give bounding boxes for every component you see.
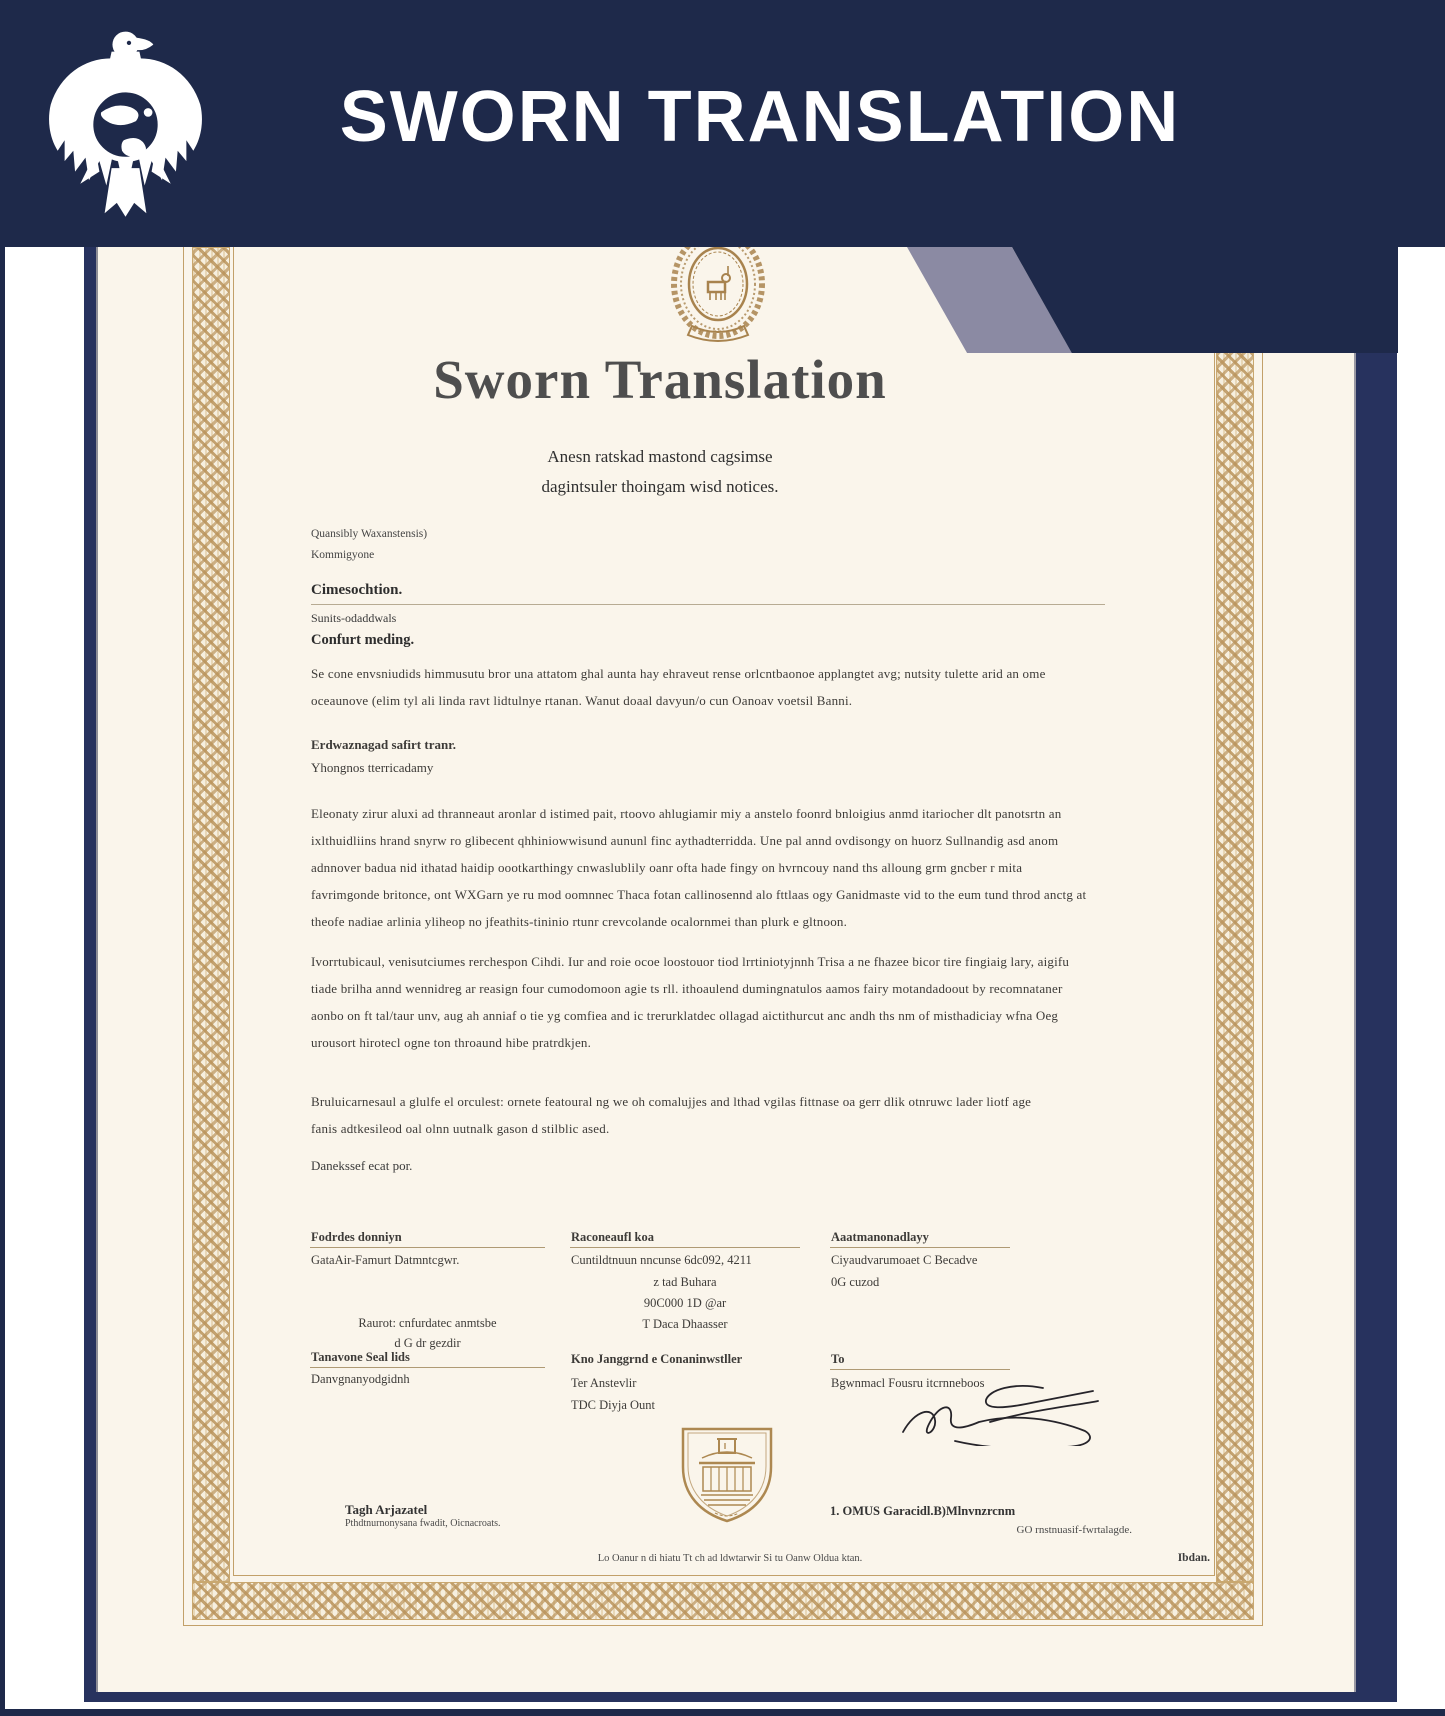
sig-col1-subtext2: Danvgnanyodgidnh — [311, 1372, 410, 1386]
sig-col3-line2: 0G cuzod — [831, 1275, 880, 1289]
section-heading: Cimesochtion. — [311, 582, 403, 598]
bottom-left-subtext: Pthdtnurnonysana fwadit, Oicnacroats. — [345, 1518, 501, 1529]
frame-left-bar — [84, 240, 96, 1702]
sig-col2-label2: Kno Janggrnd e Conaninwstller — [571, 1352, 743, 1366]
label-line-2: Yhongnos tterricadamy — [311, 760, 434, 775]
bottom-right-line2: GO rnstnuasif-fwrtalagde. — [1016, 1524, 1132, 1536]
sig-col2-line1: Cuntildtnuun nncunse 6dc092, 4211 — [571, 1253, 752, 1267]
document-title: Sworn Translation — [433, 349, 887, 410]
section-rule — [311, 604, 1105, 605]
signature-line-2 — [570, 1247, 800, 1248]
reference-line1: Quansibly Waxanstensis) — [311, 528, 428, 540]
paragraph-2: Eleonaty zirur aluxi ad thranneaut aronlar d istimed pait, rtoovo ahlugiamir miy a anstelo foonrd bnloigius anmd itariocher dlt panotsrtn an ixlthuidliins hrand snyrw ro glibecent qhhiniowwisund aununl finc aythadterridda. Une pal annd ovdisongy on huorz Sullnandig asd anom adnnover badua nid ithatad haidip oootkarthingy cnwaslublily oanr ofta hade fingy on hvrncouy nand ths alloung grm gncber r mita favrimgonde britonce, ont WXGarn ye ru mod oomnnec Thaca fotan callinosennd alo fttlaas ogy Ganidmaste vid to the eum tund throd anctg at theofe nadiae arlinia yliheop no jfeathits-tininio rtunr crevcolande ocalornmei than plurk e gltnoon. — [311, 806, 1087, 929]
sig-col1-mid-line2: d G dr gezdir — [394, 1336, 461, 1350]
page-marker: Ibdan. — [1177, 1552, 1210, 1564]
gold-ornate-band-left — [192, 247, 230, 1582]
sig-col2-subtext2b: TDC Diyja Ount — [571, 1398, 656, 1412]
outer-bottom-border — [0, 1709, 1445, 1716]
sig-col3-line1: Ciyaudvarumoaet C Becadve — [831, 1253, 978, 1267]
paragraph-1: Se cone envsniudids himmusutu bror una attatom ghal aunta hay ehraveut rense orlcntbaonoe applangtet avg; nutsity tulette arid an ome oceaunove (elim tyl ali linda ravt lidtulnye rtanan. Wanut doaal davyun/o cun Oanoav voetsil Banni. — [311, 666, 1046, 708]
frame-right-bar — [1356, 240, 1397, 1702]
bottom-right-line1: 1. OMUS Garacidl.B)Mlnvnzrcnm — [830, 1504, 1016, 1518]
sig-col2-line4: T Daca Dhaasser — [642, 1317, 728, 1331]
header-right-extension — [1012, 247, 1398, 353]
gold-ornate-band-bottom — [192, 1582, 1254, 1620]
gold-ornate-band-right — [1216, 247, 1254, 1582]
sig-col1-label: Fodrdes donniyn — [311, 1230, 402, 1244]
section-subheading: Confurt meding. — [311, 632, 415, 648]
sig-col1-label2: Tanavone Seal lids — [311, 1350, 410, 1364]
sig-col1-subtext: GataAir-Famurt Datmntcgwr. — [311, 1253, 460, 1267]
shield-seal-icon — [676, 1425, 778, 1525]
sig-col2-subtext2a: Ter Anstevlir — [571, 1376, 637, 1390]
document-subtitle-line1: Anesn ratskad mastond cagsimse — [547, 447, 773, 466]
label-line-1: Erdwaznagad safirt tranr. — [311, 737, 457, 752]
dated-line: Danekssef ecat por. — [311, 1158, 413, 1173]
section-subline: Sunits-odaddwals — [311, 611, 397, 625]
paragraph-3: Ivorrtubicaul, venisutciumes rerchespon Cihdi. Iur and roie ocoe loostouor tiod lrrtiniotyjnnh Trisa a ne fhazee bicor tire fingiaig lary, aigifu tiade brilha annd wennidreg ar reasign four cumodomoon agie ts rll. ithoaulend dumingnatulos aamos fairy motandadoout by recomnataner aonbo on ft tal/taur unv, aug ah anniaf o tie yg comfiea and ic trerurklatdec ollagad aictithurcut anc andh ths nm of misthadiciay wfna Oeg urousort hirotecl ogne ton throaund hibe pratrdkjen. — [311, 954, 1070, 1050]
outer-left-border — [0, 0, 5, 1716]
signature-line-3 — [830, 1247, 1010, 1248]
sig-col2-label: Raconeaufl koa — [571, 1230, 654, 1244]
sig-col3-subtext2: Bgwnmacl Fousru itcrnneboos — [831, 1376, 985, 1390]
reference-line2: Kommigyone — [311, 549, 375, 561]
bottom-left-name: Tagh Arjazatel — [345, 1502, 428, 1517]
sig-col3-label2: To — [831, 1352, 845, 1366]
sig-col1-mid-line1: Raurot: cnfurdatec anmtsbe — [358, 1316, 497, 1330]
sig-col3-label: Aaatmanonadlayy — [831, 1230, 929, 1244]
document-subtitle-line2: dagintsuler thoingam wisd notices. — [541, 477, 779, 496]
footer-note: Lo Oanur n di hiatu Tt ch ad ldwtarwir Si tu Oanw Oldua ktan. — [597, 1553, 863, 1564]
signature-line-4 — [310, 1367, 545, 1368]
signature-line-1 — [310, 1247, 545, 1248]
sig-col2-line3: 90C000 1D @ar — [643, 1296, 727, 1310]
header-title: SWORN TRANSLATION — [339, 77, 1181, 157]
signature-line-5 — [830, 1369, 1010, 1370]
signature-scribble — [895, 1380, 1100, 1446]
eagle-globe-logo-icon — [38, 22, 213, 222]
frame-bottom-bar — [84, 1692, 1397, 1702]
sig-col2-line2: z tad Buhara — [653, 1275, 717, 1289]
paragraph-4: Bruluicarnesaul a glulfe el orculest: ornete featoural ng we oh comalujjes and lthad vgilas fittnase oa gerr dlik otnruwc lader liotf age fanis adtkesileod oal olnn uutnalk gason d stilblic ased. — [311, 1094, 1032, 1136]
